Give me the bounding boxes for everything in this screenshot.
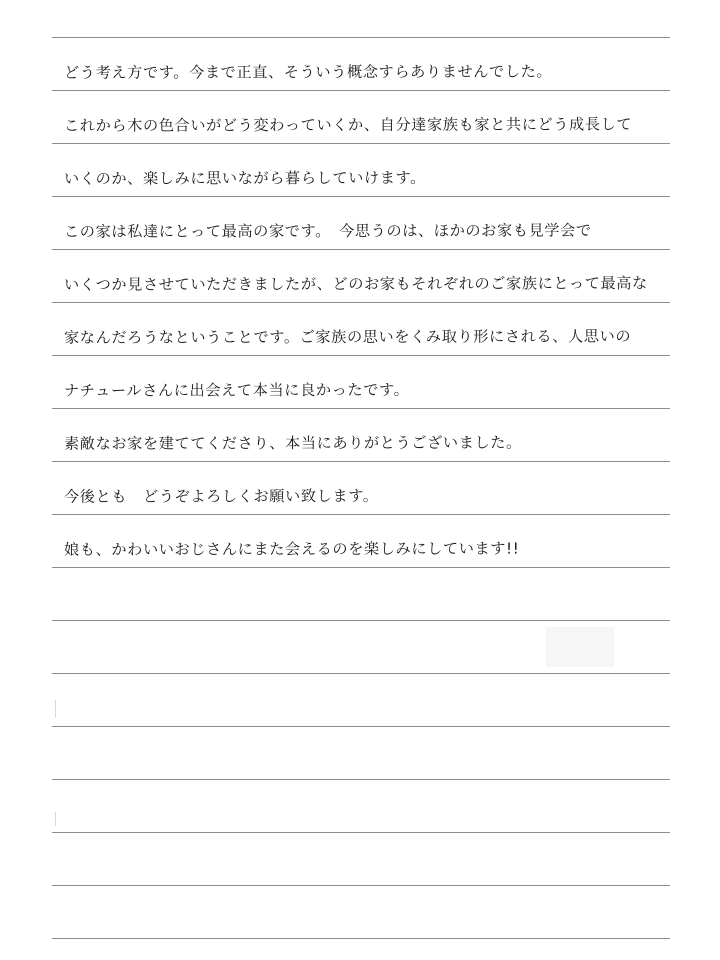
ruled-line xyxy=(52,90,670,91)
ruled-line xyxy=(52,832,670,833)
ruled-line xyxy=(52,779,670,780)
ruled-line xyxy=(52,938,670,939)
margin-mark xyxy=(55,700,56,718)
margin-mark xyxy=(55,812,56,826)
letter-line: 家なんだろうなということです。ご家族の思いをくみ取り形にされる、人思いの xyxy=(63,327,632,347)
ruled-line xyxy=(52,885,670,886)
ruled-line xyxy=(52,196,670,197)
ruled-line xyxy=(52,567,670,568)
letter-line: 素敵なお家を建ててくださり、本当にありがとうございました。 xyxy=(63,433,522,453)
ruled-line xyxy=(52,408,670,409)
ruled-line xyxy=(52,355,670,356)
letter-line: ナチュールさんに出会えて本当に良かったです。 xyxy=(63,380,410,400)
ruled-line xyxy=(52,249,670,250)
letter-line: どう考え方です。今まで正直、そういう概念すらありませんでした。 xyxy=(63,62,553,82)
ruled-line xyxy=(52,673,670,674)
ruled-line xyxy=(52,143,670,144)
letter-line: いくつか見させていただきましたが、どのお家もそれぞれのご家族にとって最高な xyxy=(63,274,648,294)
letter-line: いくのか、楽しみに思いながら暮らしていけます。 xyxy=(63,168,426,188)
ruled-line xyxy=(52,461,670,462)
ruled-line xyxy=(52,514,670,515)
ruled-line xyxy=(52,302,670,303)
ruled-line xyxy=(52,620,670,621)
letter-line: この家は私達にとって最高の家です。 今思うのは、ほかのお家も見学会で xyxy=(63,221,592,241)
ruled-line xyxy=(52,37,670,38)
ruled-line xyxy=(52,726,670,727)
letter-line: これから木の色合いがどう変わっていくか、自分達家族も家と共にどう成長して xyxy=(63,115,633,135)
letter-line: 娘も、かわいいおじさんにまた会えるのを楽しみにしています!! xyxy=(63,539,520,559)
paper-smudge xyxy=(546,627,614,667)
letter-line: 今後とも どうぞよろしくお願い致します。 xyxy=(63,486,379,506)
